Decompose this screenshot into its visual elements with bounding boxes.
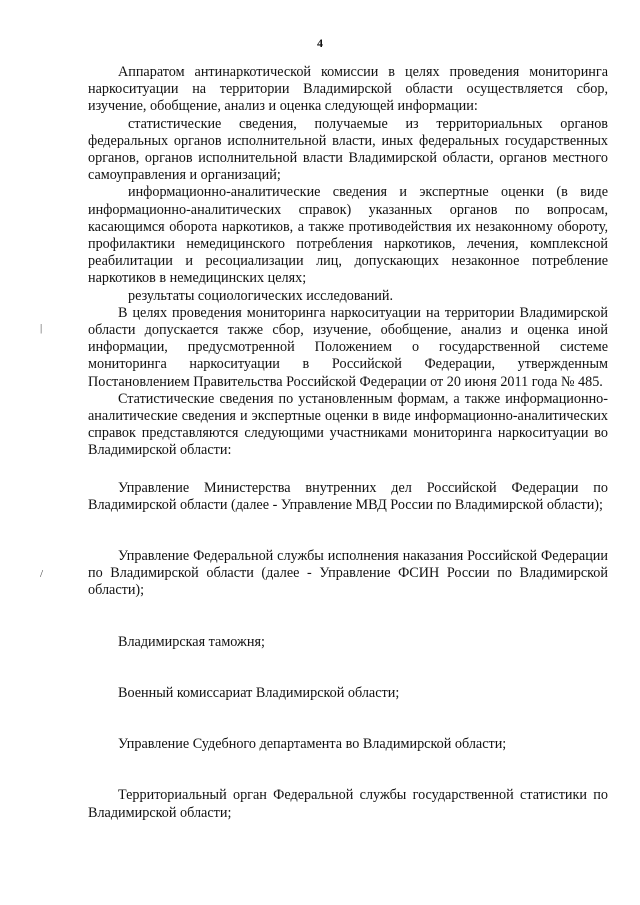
participant-item: Территориальный орган Федеральной службы государственной статистики по Владимирской области;: [88, 787, 608, 821]
paragraph: Статистические сведения по установленным формам, а также информационно-аналитические сведения и экспертные оценки в виде информационно-аналитических справок представляются следующими участниками мониторинга наркоситуации во Владимирской области:: [88, 390, 608, 459]
page-number: 4: [317, 36, 323, 50]
paragraph: информационно-аналитические сведения и экспертные оценки (в виде информационно-аналитических справок) указанных органов по вопросам, касающимся оборота наркотиков, а также противодействия их незаконному обороту, профилактики немедицинского потребления наркотиков, лечения, комплексной реабилитации и ресоциализации лиц, допускающих незаконное потребление наркотиков в немедицинских целях;: [88, 184, 608, 287]
margin-mark: /: [40, 568, 44, 580]
paragraph: статистические сведения, получаемые из территориальных органов федеральных органов исполнительной власти, иных федеральных государственных органов, органов исполнительной власти Владимирской области, органов местного самоуправления и организаций;: [88, 115, 608, 184]
participant-item: Военный комиссариат Владимирской области;: [118, 684, 400, 701]
participant-item: Управление Судебного департамента во Владимирской области;: [118, 736, 507, 753]
participant-item: Управление Федеральной службы исполнения наказания Российской Федерации по Владимирской области (далее - Управление ФСИН России по Владимирской области);: [88, 548, 608, 599]
participant-item: Владимирская таможня;: [118, 633, 265, 650]
paragraph: Аппаратом антинаркотической комиссии в целях проведения мониторинга наркоситуации на территории Владимирской области осуществляется сбор, изучение, обобщение, анализ и оценка следующей информации:: [88, 64, 608, 115]
margin-mark: |: [40, 322, 43, 334]
participant-item: Управление Министерства внутренних дел Российской Федерации по Владимирской области (далее - Управление МВД России по Владимирской области);: [88, 479, 608, 513]
paragraph: результаты социологических исследований.: [128, 287, 394, 304]
paragraph: В целях проведения мониторинга наркоситуации на территории Владимирской области допускается также сбор, изучение, обобщение, анализ и оценка иной информации, предусмотренной Положением о государственной системе мониторинга наркоситуации в Российской Федерации, утвержденным Постановлением Правительства Российской Федерации от 20 июня 2011 года № 485.: [88, 304, 608, 390]
document-body: [88, 64, 608, 822]
